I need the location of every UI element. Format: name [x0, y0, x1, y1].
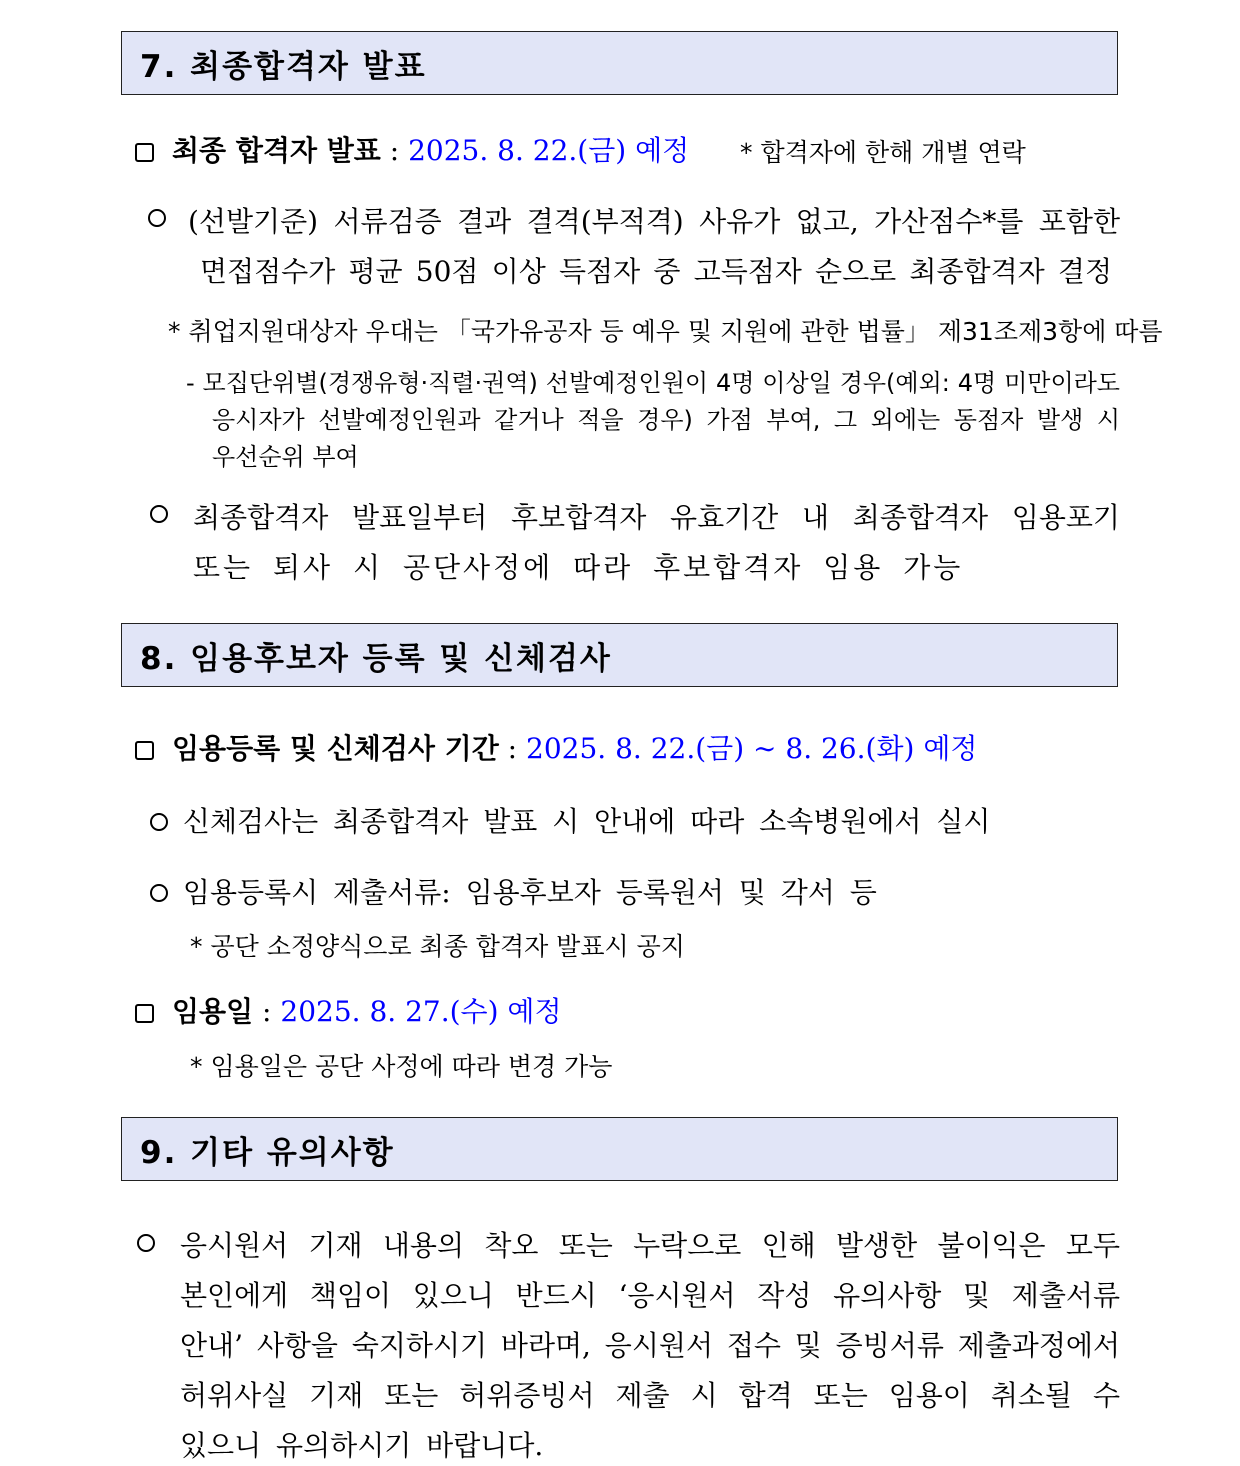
section-7-title: 7. 최종합격자 발표 [140, 48, 427, 85]
s9-line4: 허위사실 기재 또는 허위증빙서 제출 시 합격 또는 임용이 취소될 수 [180, 1379, 1120, 1412]
s8-documents-item [150, 871, 877, 911]
section-7-header [121, 31, 1118, 95]
bullet-circle-icon [150, 505, 168, 523]
announce-row [135, 129, 689, 169]
bullet-circle-icon [137, 1234, 155, 1252]
s7-criteria-note: * 취업지원대상자 우대는 「국가유공자 등 예우 및 지원에 관한 법률」 제31조제3항에 따름 [168, 317, 1163, 346]
bullet-circle-icon [148, 209, 166, 227]
appoint-date: 2025. 8. 27.(수) 예정 [280, 995, 562, 1028]
bullet-circle-icon [150, 884, 168, 902]
s8-physical-text: 신체검사는 최종합격자 발표 시 안내에 따라 소속병원에서 실시 [182, 805, 991, 838]
checkbox-square-icon [135, 741, 154, 760]
appoint-note: * 임용일은 공단 사정에 따라 변경 가능 [190, 1052, 613, 1081]
appoint-label: 임용일 [172, 995, 254, 1028]
s8-documents-text: 임용등록시 제출서류: 임용후보자 등록원서 및 각서 등 [182, 876, 877, 909]
section-8-header [121, 623, 1118, 687]
announce-label: 최종 합격자 발표 [172, 134, 381, 167]
bullet-circle-icon [150, 813, 168, 831]
checkbox-square-icon [135, 1004, 154, 1023]
s9-line5: 있으니 유의하시기 바랍니다. [180, 1429, 544, 1462]
period-row [135, 727, 977, 767]
announce-sep: : [380, 134, 409, 167]
period-label: 임용등록 및 신체검사 기간 [172, 732, 499, 765]
s9-line1: 응시원서 기재 내용의 착오 또는 누락으로 인해 발생한 불이익은 모두 [180, 1229, 1120, 1262]
checkbox-square-icon [135, 143, 154, 162]
s8-physical-item [150, 800, 990, 840]
s9-notice-item [137, 1226, 155, 1259]
period-date: 2025. 8. 22.(금) ∼ 8. 26.(화) 예정 [526, 732, 978, 765]
s7-reserve-line1: 최종합격자 발표일부터 후보합격자 유효기간 내 최종합격자 임용포기 [193, 501, 1120, 534]
s7-criteria-line1: (선발기준) 서류검증 결과 결격(부적격) 사유가 없고, 가산점수*를 포함한 [188, 205, 1120, 238]
period-sep: : [498, 732, 527, 765]
announce-date: 2025. 8. 22.(금) 예정 [408, 134, 690, 167]
section-9-header [121, 1117, 1118, 1181]
s7-reserve-item [150, 497, 168, 530]
s8-documents-note: * 공단 소정양식으로 최종 합격자 발표시 공지 [190, 932, 685, 961]
s7-sub-line2: 응시자가 선발예정인원과 같거나 적을 경우) 가점 부여, 그 외에는 동점자 발생 시 [212, 406, 1120, 434]
s7-criteria-item [148, 201, 166, 234]
s7-reserve-line2: 또는 퇴사 시 공단사정에 따라 후보합격자 임용 가능 [193, 551, 964, 584]
section-8-title: 8. 임용후보자 등록 및 신체검사 [140, 640, 612, 677]
s9-line2: 본인에게 책임이 있으니 반드시 ‘응시원서 작성 유의사항 및 제출서류 [180, 1279, 1120, 1312]
s7-sub-line1: - 모집단위별(경쟁유형·직렬·권역) 선발예정인원이 4명 이상일 경우(예외: 4명 미만이라도 [186, 369, 1120, 397]
section-9-title: 9. 기타 유의사항 [140, 1134, 395, 1171]
s9-line3: 안내’ 사항을 숙지하시기 바라며, 응시원서 접수 및 증빙서류 제출과정에서 [180, 1329, 1120, 1362]
appoint-row [135, 990, 562, 1030]
announce-note: * 합격자에 한해 개별 연락 [740, 138, 1026, 167]
s7-criteria-line2: 면접점수가 평균 50점 이상 득점자 중 고득점자 순으로 최종합격자 결정 [200, 255, 1112, 288]
s7-sub-line3: 우선순위 부여 [212, 443, 359, 471]
appoint-sep: : [253, 995, 281, 1028]
